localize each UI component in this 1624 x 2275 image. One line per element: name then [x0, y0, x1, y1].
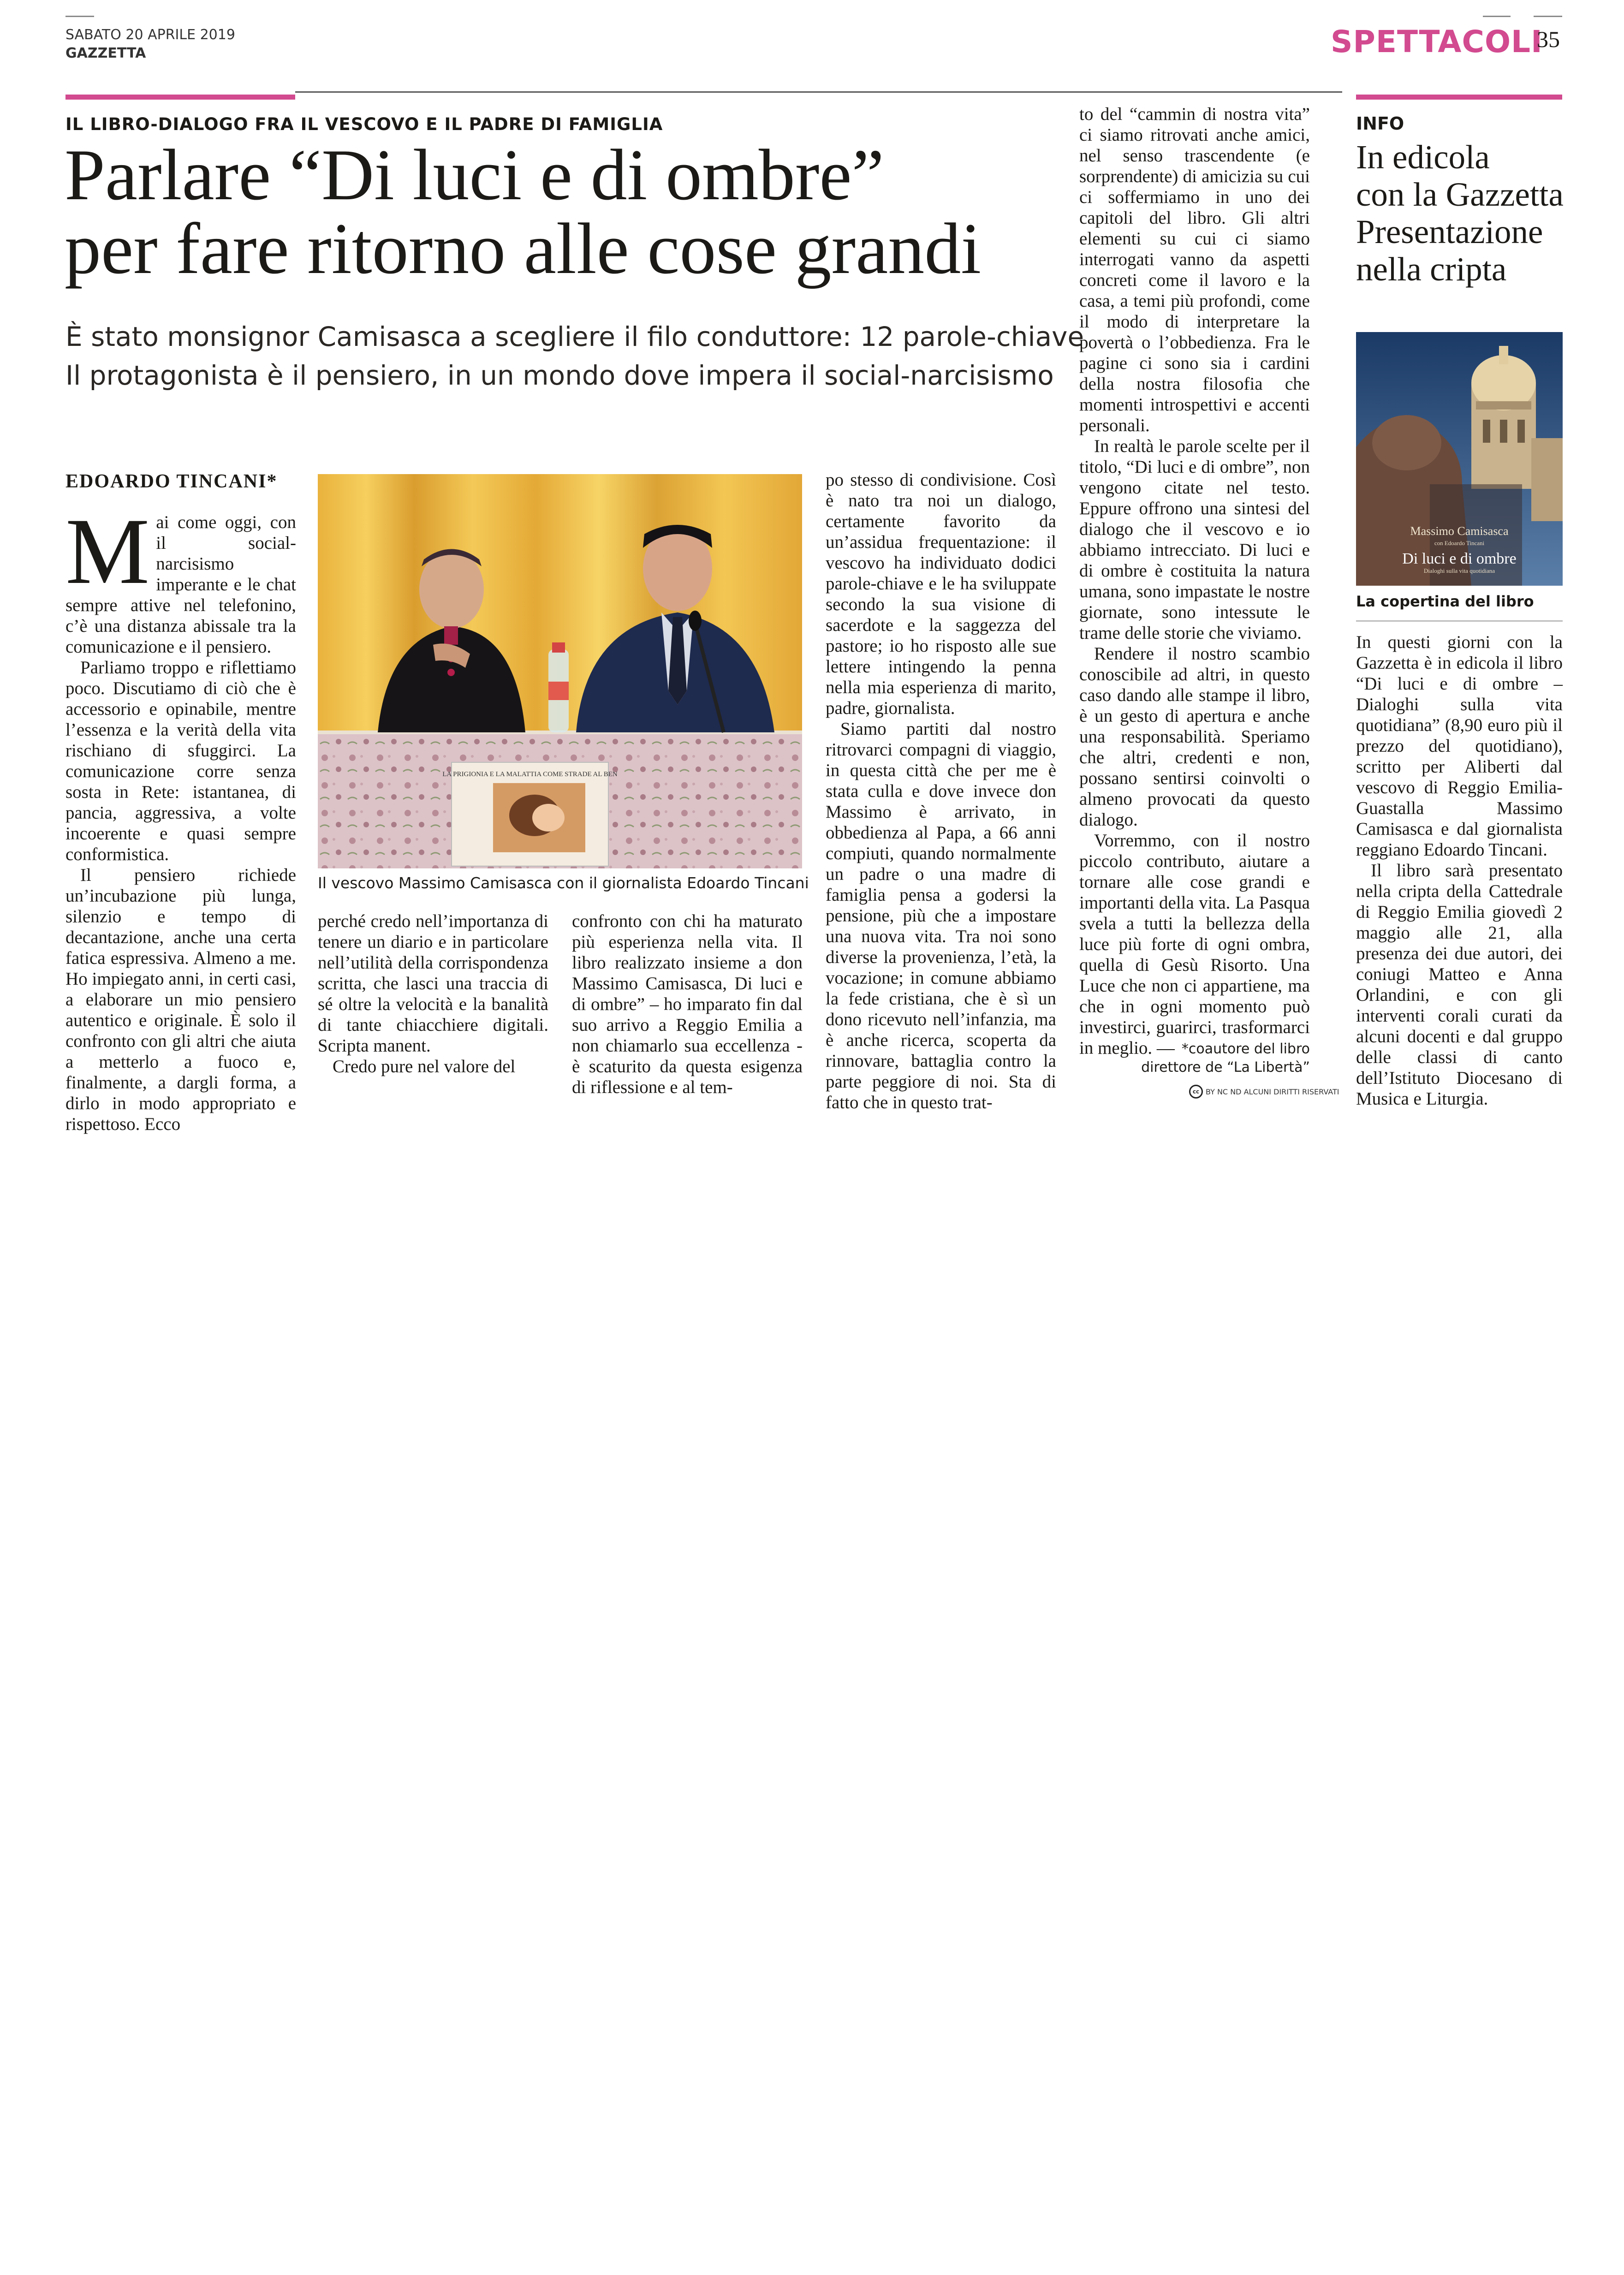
photo-illustration — [318, 474, 802, 868]
sidebar-title — [1356, 138, 1564, 288]
deck-line-2: Il protagonista è il pensiero, in un mondo dove impera il social-narcisismo — [65, 360, 1054, 391]
photo-caption: Il vescovo Massimo Camisasca con il giornalista Edoardo Tincani — [318, 874, 809, 892]
col4-paragraph-2: Siamo partiti dal nostro ritrovarci compagni di viaggio, in questa città che per me è stata culla e dove invece don Massimo è arrivato, in obbedienza al Papa, a 66 anni compiuti, quando normalmente un padre o una madre di famiglia pensa a godersi la pensione, più che a impostare una nuova vita. Tra noi sono diverse la provenienza, l’età, la vocazione; in comune abbiamo la fede cristiana, che è sì un dono ricevuto nell’infanzia, ma è anche ricerca, scoperta da rinnovare, battaglia contro la parte peggiore di noi. Sta di fatto che in questo trat- — [826, 719, 1056, 1112]
col2-paragraph-2: Credo pure nel valore del — [333, 1057, 516, 1076]
article-byline: EDOARDO TINCANI* — [65, 471, 278, 492]
book-cover-illustration — [1356, 332, 1563, 586]
sidebar-body — [1356, 632, 1563, 1107]
article-kicker: IL LIBRO-DIALOGO FRA IL VESCOVO E IL PADRE DI FAMIGLIA — [65, 114, 663, 134]
footnote-coauthor: *coautore del libro — [1181, 1041, 1310, 1057]
top-rule — [295, 91, 1342, 93]
sidebar-paragraph-1: In questi giorni con la Gazzetta è in edicola il libro “Di luci e di ombre – Dialoghi sulla vita quotidiana” (8,90 euro più il prezzo del quotidiano), scritto per Aliberti dal vescovo di Reggio Emilia-Guastalla Massimo Camisasca e dal giornalista reggiano Edoardo Tincani. — [1356, 632, 1563, 860]
cover-author: Massimo Camisasca — [1410, 524, 1509, 538]
headline-line-2: per fare ritorno alle cose grandi — [65, 208, 982, 289]
article-column-3 — [572, 911, 803, 1105]
sidebar-accent-bar — [1356, 95, 1562, 100]
article-column-2 — [318, 911, 548, 1105]
header-date: SABATO 20 APRILE 2019 — [65, 27, 235, 43]
col1-paragraph-2: Parliamo troppo e riflettiamo poco. Discutiamo di ciò che è accessorio e opinabile, mentre l’essenza e la verità della vita rischiano di sfuggirci. La comunicazione corre senza sosta in Rete: istantanea, di pancia, aggressiva, a volte incoerente e quasi sempre conformistica. — [65, 658, 296, 864]
col5-paragraph-2: In realtà le parole scelte per il titolo, “Di luci e di ombre”, non vengono citate nel testo. Eppure offrono una sintesi del dialogo che il vescovo e io abbiamo intrecciato. Di luci e di ombre è costituita la natura umana, sono impastate le nostre giornate, sono intessute le trame delle storie che viviamo. — [1079, 436, 1310, 643]
col2-paragraph-1: perché credo nell’importanza di tenere un diario e in particolare nell’utilità della corrispondenza scritta, che lasci una traccia di sé oltre la velocità e la banalità di tante chiacchiere digitali. Scripta manent. — [318, 911, 548, 1056]
page-number: 35 — [1537, 26, 1560, 52]
article-photo — [318, 474, 802, 868]
col3-paragraph-1: confronto con chi ha maturato più esperienza nella vita. Il libro realizzato insieme a don Massimo Camisasca, Di luci e di ombre” – ho imparato fin dal suo arrivo a Reggio Emilia a non chiamarlo sua eccellenza - è scaturito da questa esigenza di riflessione e al tem- — [572, 911, 803, 1097]
sidebar-title-line-1: In edicola — [1356, 138, 1490, 176]
sidebar-title-line-2: con la Gazzetta — [1356, 176, 1564, 213]
col5-paragraph-4: Vorremmo, con il nostro piccolo contributo, aiutare a tornare alle cose grandi e importanti della vita. La Pasqua svela a tutti la bellezza della luce più forte di ogni ombra, quella di Gesù Risorto. Una Luce che non ci appartiene, ma che in ogni momento può investirci, guarirci, trasformarci in meglio. — — [1079, 831, 1310, 1058]
headline-line-1: Parlare “Di luci e di ombre” — [65, 135, 884, 215]
col1-first-paragraph: ai come oggi, con il social-narcisismo imperante e le chat sempre attive nel telefonino, c’è una distanza abissale tra la comunicazione e il pensiero. — [65, 512, 296, 657]
sidebar-label: INFO — [1356, 113, 1404, 134]
license-notice — [1189, 1085, 1339, 1099]
deck-line-1: È stato monsignor Camisasca a scegliere il filo conduttore: 12 parole-chiave — [65, 321, 1084, 352]
cover-coauthor: con Edoardo Tincani — [1434, 540, 1485, 546]
article-column-1 — [65, 499, 296, 1134]
sidebar-paragraph-2: Il libro sarà presentato nella cripta della Cattedrale di Reggio Emilia giovedì 2 maggio alle 21, alla presenza dei due autori, dei coniugi Matteo e Anna Orlandini, e con gli interventi corali curati da alcuni docenti e dal gruppo delle classi di canto dell’Istituto Diocesano di Musica e Liturgia. — [1356, 861, 1563, 1109]
article-deck — [65, 317, 1084, 395]
header-right-tick-1 — [1483, 16, 1511, 17]
header-left-tick — [65, 16, 94, 17]
creative-commons-icon: cc — [1189, 1085, 1203, 1099]
cover-caption: La copertina del libro — [1356, 593, 1534, 610]
license-text: BY NC ND ALCUNI DIRITTI RISERVATI — [1206, 1087, 1339, 1096]
header-paper: GAZZETTA — [65, 45, 146, 61]
cover-title: Di luci e di ombre — [1402, 550, 1517, 567]
footnote-director: direttore de “La Libertà” — [1141, 1059, 1310, 1075]
article-footnotes — [1079, 1040, 1310, 1077]
cover-subtitle: Dialoghi sulla vita quotidiana — [1423, 567, 1495, 574]
sidebar-divider — [1356, 620, 1563, 622]
col1-paragraph-3: Il pensiero richiede un’incubazione più lunga, silenzio e tempo di decantazione, anche una certa fatica espressiva. Almeno a me. Ho impiegato anni, in certi casi, a elaborare un mio pensiero autentico e originale. È solo il confronto con gli altri che aiuta a metterlo a fuoco e, finalmente, a dargli forma, a dirlo in modo appropriato e rispettoso. Ecco — [65, 865, 296, 1134]
col5-paragraph-1: to del “cammin di nostra vita” ci siamo ritrovati anche amici, nel senso trascendente (e sorprendente) di amicizia su cui ci soffermiamo in uno dei capitoli del libro. Gli altri elementi su cui ci siamo interrogati vanno da aspetti concreti come il lavoro e la casa, a temi più profondi, come il modo di interpretare la povertà o l’obbedienza. Fra le pagine ci sono sia i cardini della nostra filosofia che momenti introspettivi e accenti personali. — [1079, 104, 1310, 435]
sidebar-title-line-3: Presentazione — [1356, 213, 1543, 250]
header-right-tick-2 — [1534, 16, 1562, 17]
col5-paragraph-3: Rendere il nostro scambio conoscibile ad altri, in questo caso dando alle stampe il libro, è un gesto di apertura e anche una responsabilità. Speriamo che altri, credenti e non, possano sentirsi coinvolti o almeno provocati da questo dialogo. — [1079, 644, 1310, 830]
book-cover-image — [1356, 332, 1563, 586]
section-title: SPETTACOLI — [1331, 24, 1543, 59]
article-headline — [65, 135, 982, 289]
article-column-4 — [826, 469, 1056, 1112]
sidebar-title-line-4: nella cripta — [1356, 250, 1507, 288]
dropcap: M — [65, 499, 150, 604]
col4-paragraph-1: po stesso di condivisione. Così è nato tra noi un dialogo, certamente favorito da un’assidua frequentazione: il vescovo ha individuato dodici parole-chiave e le ha sviluppate secondo la sua visione di sacerdote e la saggezza del pastore; io ho risposto alle sue lettere intingendo la penna nella mia esperienza di marito, padre, giornalista. — [826, 470, 1056, 718]
photo-book-text: LA PRIGIONIA E LA MALATTIA COME STRADE AL BEN — [442, 771, 618, 778]
article-accent-bar — [65, 95, 295, 100]
